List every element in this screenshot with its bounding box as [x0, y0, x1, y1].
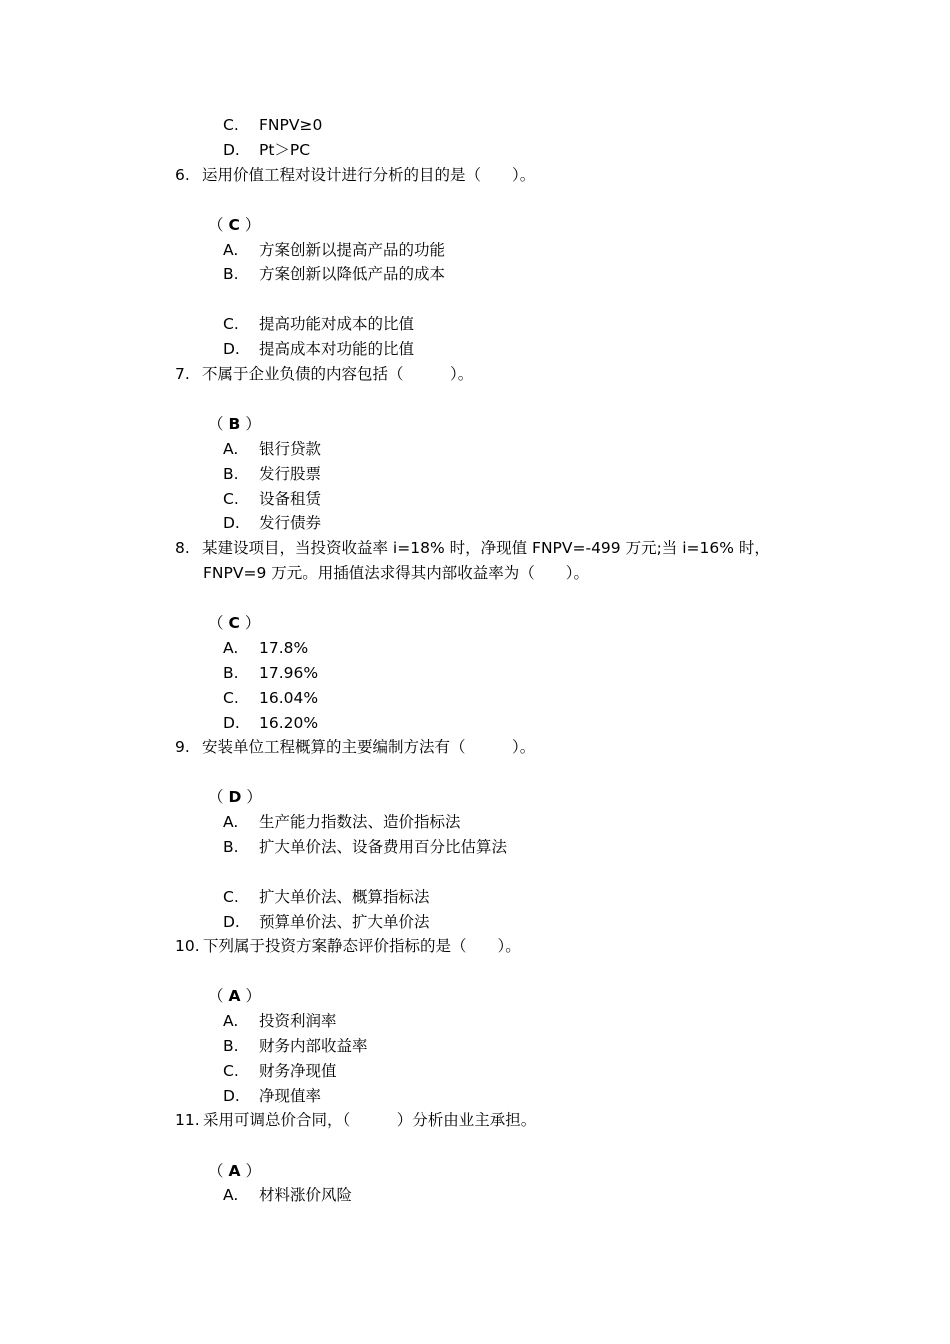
question-number: 7. — [175, 365, 190, 383]
question-text: FNPV=9 万元。用插值法求得其内部收益率为（ ）。 — [203, 564, 589, 582]
answer-letter: C — [228, 216, 240, 234]
question-number: 11. — [175, 1111, 200, 1129]
option-text: 财务内部收益率 — [259, 1037, 368, 1055]
option-text: 发行股票 — [259, 465, 322, 483]
option-text: FNPV≥0 — [259, 116, 323, 134]
option-letter: B. — [223, 265, 239, 283]
option-text: 提高功能对成本的比值 — [259, 315, 415, 333]
option-letter: C. — [223, 1062, 239, 1080]
option-letter: D. — [223, 714, 240, 732]
option-letter: D. — [223, 913, 240, 931]
option-letter: A. — [223, 1012, 239, 1030]
answer-letter: C — [228, 614, 240, 632]
option-letter: C. — [223, 315, 239, 333]
question-text: 下列属于投资方案静态评价指标的是（ ）。 — [203, 937, 521, 955]
answer-marker: （ D ） — [208, 788, 262, 806]
question-text: 某建设项目，当投资收益率 i=18% 时，净现值 FNPV=-499 万元;当 i=16% 时， — [202, 539, 770, 557]
question-number: 6. — [175, 166, 190, 184]
answer-letter: A — [228, 987, 241, 1005]
option-letter: C. — [223, 116, 239, 134]
option-letter: C. — [223, 689, 239, 707]
option-letter: B. — [223, 1037, 239, 1055]
option-text: 17.96% — [259, 664, 319, 682]
option-text: 投资利润率 — [259, 1012, 337, 1030]
option-letter: A. — [223, 1186, 239, 1204]
option-letter: D. — [223, 340, 240, 358]
option-text: 材料涨价风险 — [259, 1186, 353, 1204]
option-text: 17.8% — [259, 639, 309, 657]
question-number: 9. — [175, 738, 190, 756]
option-letter: D. — [223, 1087, 240, 1105]
answer-letter: D — [228, 788, 242, 806]
question-number: 8. — [175, 539, 190, 557]
option-text: 16.04% — [259, 689, 319, 707]
option-letter: A. — [223, 440, 239, 458]
option-letter: C. — [223, 490, 239, 508]
option-text: 扩大单价法、概算指标法 — [259, 888, 430, 906]
question-text: 安装单位工程概算的主要编制方法有（ ）。 — [202, 738, 536, 756]
option-text: 16.20% — [259, 714, 319, 732]
answer-marker: （ A ） — [208, 1162, 262, 1180]
option-letter: A. — [223, 241, 239, 259]
option-letter: D. — [223, 141, 240, 159]
option-letter: B. — [223, 465, 239, 483]
option-text: 扩大单价法、设备费用百分比估算法 — [259, 838, 508, 856]
answer-letter: A — [228, 1162, 241, 1180]
option-text: Pt＞PC — [259, 141, 311, 159]
answer-marker: （ A ） — [208, 987, 262, 1005]
option-text: 方案创新以降低产品的成本 — [259, 265, 446, 283]
option-letter: C. — [223, 888, 239, 906]
answer-marker: （ C ） — [208, 216, 261, 234]
question-text: 采用可调总价合同，（ ）分析由业主承担。 — [203, 1111, 537, 1129]
question-text: 运用价值工程对设计进行分析的目的是（ ）。 — [202, 166, 536, 184]
answer-marker: （ C ） — [208, 614, 261, 632]
option-letter: A. — [223, 639, 239, 657]
option-text: 净现值率 — [259, 1087, 322, 1105]
option-letter: A. — [223, 813, 239, 831]
option-letter: D. — [223, 514, 240, 532]
option-text: 生产能力指数法、造价指标法 — [259, 813, 461, 831]
option-text: 银行贷款 — [259, 440, 322, 458]
answer-letter: B — [228, 415, 241, 433]
answer-marker: （ B ） — [208, 415, 261, 433]
option-text: 提高成本对功能的比值 — [259, 340, 415, 358]
option-text: 财务净现值 — [259, 1062, 337, 1080]
option-text: 设备租赁 — [259, 490, 322, 508]
option-text: 发行债券 — [259, 514, 322, 532]
question-number: 10. — [175, 937, 200, 955]
option-letter: B. — [223, 664, 239, 682]
option-text: 方案创新以提高产品的功能 — [259, 241, 446, 259]
option-text: 预算单价法、扩大单价法 — [259, 913, 430, 931]
option-letter: B. — [223, 838, 239, 856]
question-text: 不属于企业负债的内容包括（ ）。 — [202, 365, 474, 383]
